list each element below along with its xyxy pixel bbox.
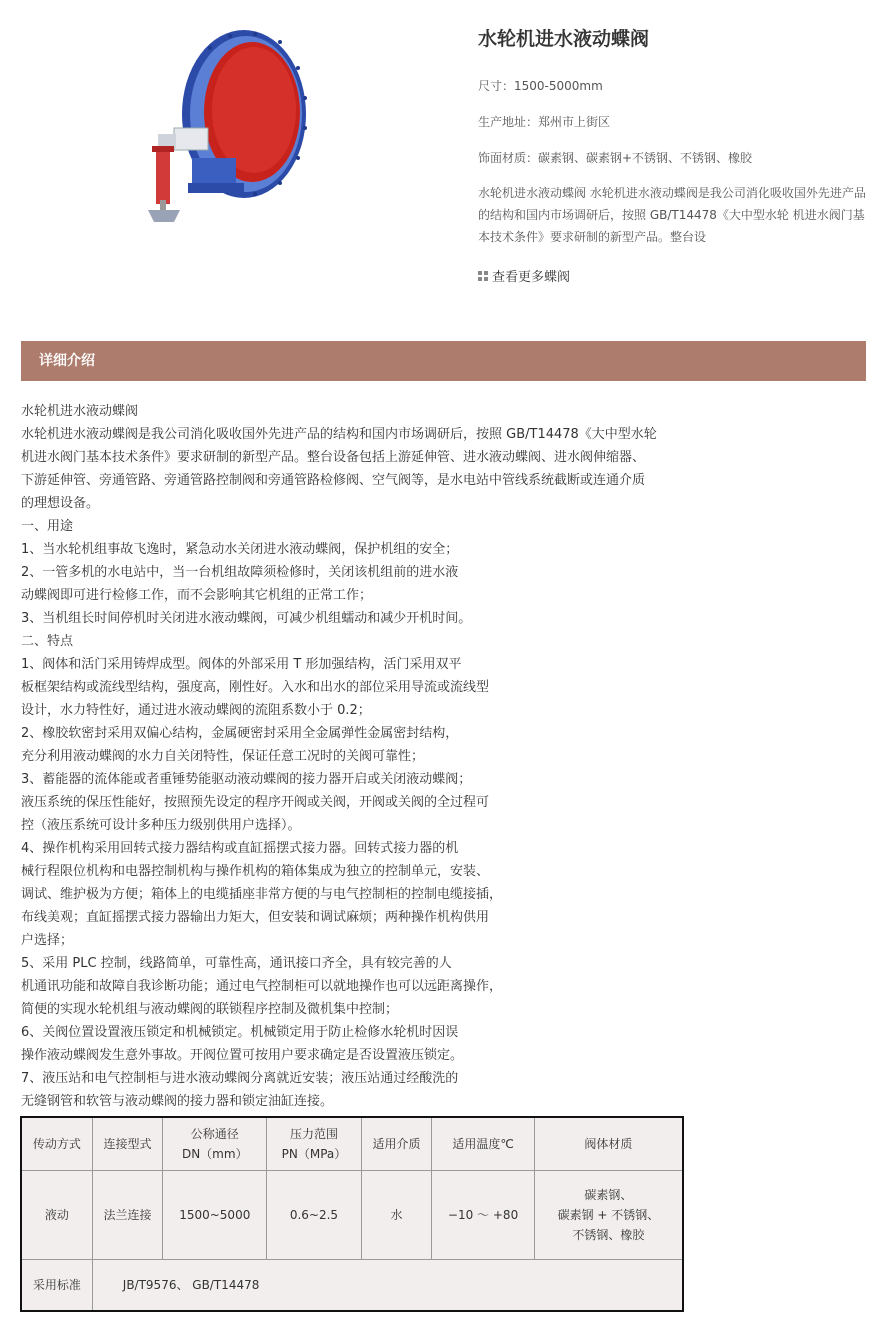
spec-data-cell-line: 碳素钢、: [584, 1188, 633, 1202]
spec-header-cell: [432, 1117, 535, 1171]
spec-header-cell-line: DN（mm）: [181, 1147, 248, 1161]
spec-data-cell: [21, 1171, 92, 1260]
spec-header-cell: [361, 1117, 432, 1171]
spec-table-standard-row: [21, 1260, 683, 1312]
detail-line: 调试、维护极为方便；箱体上的电缆插座非常方便的与电气控制柜的控制电缆接插，: [21, 887, 503, 902]
standard-label: 采用标准: [21, 1260, 92, 1312]
spec-table: [20, 1116, 684, 1312]
spec-header-cell-line: 公称通径: [190, 1127, 239, 1141]
detail-line: 下游延伸管、旁通管路、旁通管路控制阀和旁通管路检修阀、空气阀等，是水电站中管线系统截断或连通介质: [21, 473, 646, 488]
standard-value: JB/T9576、 GB/T14478: [92, 1260, 683, 1312]
detail-line: 4、操作机构采用回转式接力器结构或直缸摇摆式接力器。回转式接力器的机: [21, 841, 459, 856]
spec-data-cell: [163, 1171, 267, 1260]
spec-header-cell-line: 连接型式: [103, 1137, 152, 1151]
detail-line: 5、采用 PLC 控制，线路简单，可靠性高，通讯接口齐全，具有较完善的人: [21, 956, 452, 971]
detail-line: 操作液动蝶阀发生意外事故。开阀位置可按用户要求确定是否设置液压锁定。: [21, 1048, 464, 1063]
detail-line: 一、用途: [21, 519, 74, 534]
spec-data-cell-line: 不锈钢、橡胶: [572, 1228, 645, 1242]
spec-data-cell-line: 液动: [44, 1208, 69, 1222]
spec-header-cell-line: PN（MPa）: [281, 1147, 347, 1161]
spec-data-cell: [92, 1171, 163, 1260]
detail-line: 板框架结构或流线型结构，强度高，刚性好。入水和出水的部位采用导流或流线型: [21, 680, 490, 695]
detail-line: 械行程限位机构和电器控制机构与操作机构的箱体集成为独立的控制单元，安装、: [21, 864, 490, 879]
detail-line: 6、关阀位置设置液压锁定和机械锁定。机械锁定用于防止检修水轮机时因误: [21, 1025, 459, 1040]
spec-header-cell: [163, 1117, 267, 1171]
detail-line: 机进水阀门基本技术条件》要求研制的新型产品。整台设备包括上游延伸管、进水液动蝶阀、进水阀伸缩器、: [21, 450, 646, 465]
detail-line: 3、蓄能器的流体能或者重锤势能驱动液动蝶阀的接力器开启或关闭液动蝶阀；: [21, 772, 472, 787]
spec-header-cell: [92, 1117, 163, 1171]
spec-header-cell: [267, 1117, 361, 1171]
spec-data-cell: [267, 1171, 361, 1260]
product-summary: 水轮机进水液动蝶阀 水轮机进水液动蝶阀是我公司消化吸收国外先进产品的结构和国内市场调研后，按照 GB/T14478《大中型水轮 机进水阀门基本技术条件》要求研制的新型产品。整台设: [478, 186, 866, 244]
detail-line: 户选择；: [21, 933, 74, 948]
product-info: [478, 24, 868, 285]
spec-header-cell-line: 传动方式: [32, 1137, 81, 1151]
butterfly-valve-icon: [140, 28, 320, 228]
spec-data-cell: [361, 1171, 432, 1260]
more-link-label: 查看更多蝶阀: [492, 270, 571, 285]
detail-line: 1、当水轮机组事故飞逸时，紧急动水关闭进水液动蝶阀，保护机组的安全；: [21, 542, 459, 557]
product-size: 尺寸：1500-5000mm: [478, 79, 603, 93]
spec-data-cell-line: 1500~5000: [179, 1208, 251, 1222]
spec-data-cell: [432, 1171, 535, 1260]
spec-header-cell-line: 适用介质: [372, 1137, 421, 1151]
detail-line: 3、当机组长时间停机时关闭进水液动蝶阀，可减少机组蠕动和减少开机时间。: [21, 611, 472, 626]
detail-section-header: 详细介绍: [21, 341, 866, 381]
detail-line: 的理想设备。: [21, 496, 100, 511]
detail-line: 7、液压站和电气控制柜与进水液动蝶阀分离就近安装；液压站通过经酸洗的: [21, 1071, 459, 1086]
detail-line: 2、一管多机的水电站中，当一台机组故障须检修时，关闭该机组前的进水液: [21, 565, 459, 580]
product-image: [140, 28, 320, 228]
detail-line: 1、阀体和活门采用铸焊成型。阀体的外部采用 T 形加强结构，活门采用双平: [21, 657, 462, 672]
grid-icon: [478, 271, 488, 281]
product-title: 水轮机进水液动蝶阀: [478, 28, 650, 50]
spec-data-cell-line: −10 ～ +80: [447, 1208, 519, 1222]
spec-data-cell-line: 0.6~2.5: [289, 1208, 339, 1222]
detail-line: 动蝶阀即可进行检修工作，而不会影响其它机组的正常工作；: [21, 588, 373, 603]
detail-line: 水轮机进水液动蝶阀: [21, 404, 139, 419]
product-material: 饰面材质：碳素钢、碳素钢+不锈钢、不锈钢、橡胶: [478, 151, 753, 165]
spec-table-data-row: [21, 1171, 683, 1260]
detail-line: 无缝钢管和软管与液动蝶阀的接力器和锁定油缸连接。: [21, 1094, 334, 1109]
spec-header-cell-line: 压力范围: [289, 1127, 338, 1141]
detail-line: 简便的实现水轮机组与液动蝶阀的联锁程序控制及微机集中控制；: [21, 1002, 399, 1017]
detail-line: 二、特点: [21, 634, 74, 649]
detail-text: [21, 400, 701, 1113]
detail-line: 液压系统的保压性能好，按照预先设定的程序开阀或关阀，开阀或关阀的全过程可: [21, 795, 490, 810]
product-origin: 生产地址：郑州市上街区: [478, 115, 611, 129]
spec-header-cell: [534, 1117, 683, 1171]
spec-header-cell: [21, 1117, 92, 1171]
spec-data-cell-line: 法兰连接: [103, 1208, 152, 1222]
spec-table-header-row: [21, 1117, 683, 1171]
detail-line: 设计，水力特性好，通过进水液动蝶阀的流阻系数小于 0.2；: [21, 703, 371, 718]
spec-header-cell-line: 适用温度℃: [452, 1137, 514, 1151]
spec-data-cell-line: 水: [390, 1208, 403, 1222]
detail-line: 水轮机进水液动蝶阀是我公司消化吸收国外先进产品的结构和国内市场调研后，按照 GB/T14478《大中型水轮: [21, 427, 657, 442]
detail-line: 布线美观；直缸摇摆式接力器输出力矩大，但安装和调试麻烦；两种操作机构供用: [21, 910, 490, 925]
more-butterfly-valves-link[interactable]: [478, 266, 868, 285]
spec-header-cell-line: 阀体材质: [584, 1137, 633, 1151]
detail-line: 机通讯功能和故障自我诊断功能；通过电气控制柜可以就地操作也可以远距离操作，: [21, 979, 503, 994]
spec-data-cell-line: 碳素钢 + 不锈钢、: [557, 1208, 660, 1222]
spec-data-cell: [534, 1171, 683, 1260]
detail-line: 充分利用液动蝶阀的水力自关闭特性，保证任意工况时的关阀可靠性；: [21, 749, 425, 764]
detail-line: 控（液压系统可设计多种压力级别供用户选择）。: [21, 818, 301, 833]
detail-line: 2、橡胶软密封采用双偏心结构，金属硬密封采用全金属弹性金属密封结构，: [21, 726, 459, 741]
